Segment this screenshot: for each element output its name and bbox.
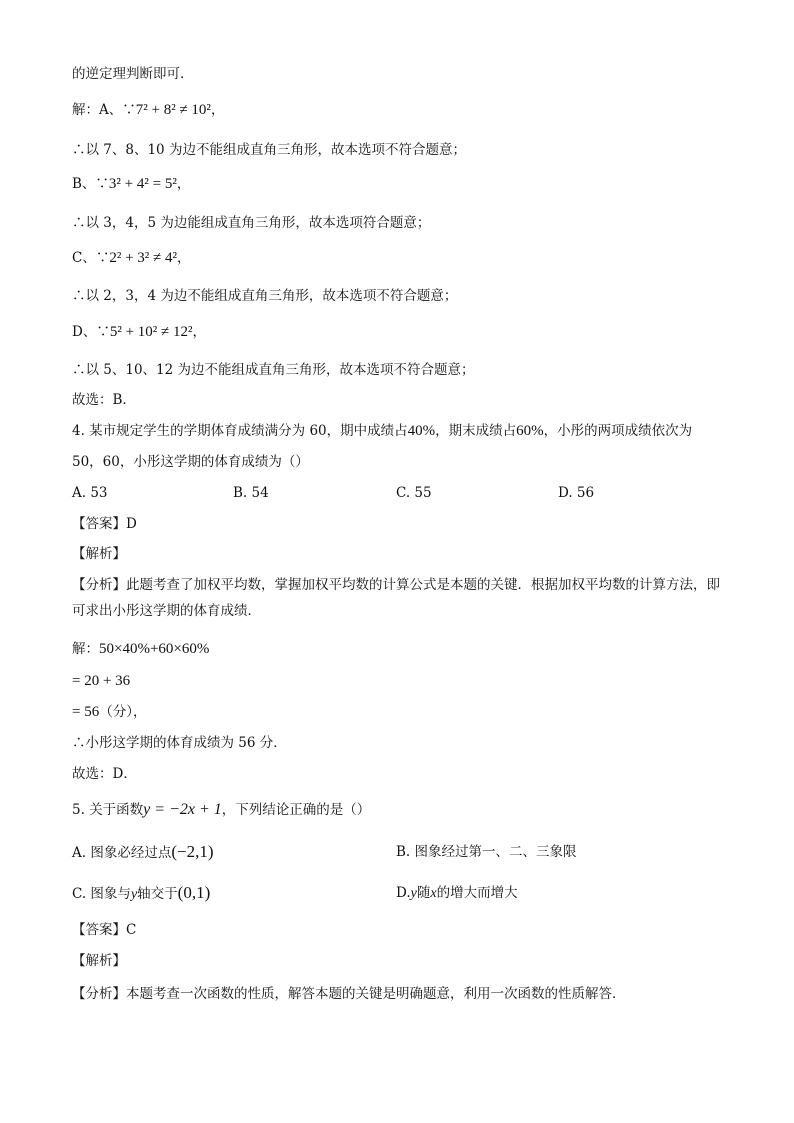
- option-a: A. 图象必经过点(−2,1): [72, 842, 214, 861]
- equation: 3² + 4² = 5²: [108, 176, 177, 192]
- analysis-text: 【分析】此题考查了加权平均数，掌握加权平均数的计算公式是本题的关键．根据加权平均数的计算方法，即可求出小彤这学期的体育成绩．: [72, 577, 720, 619]
- option-c: C. 55: [396, 485, 432, 501]
- question-5-stem: 5. 关于函数y = −2x + 1，下列结论正确的是（）: [72, 801, 371, 818]
- option-d: D. 56: [558, 485, 595, 501]
- solution-step: = 20 + 36: [72, 673, 131, 689]
- option-a: A. 53: [72, 485, 108, 501]
- function-expression: y = −2x + 1: [143, 801, 222, 818]
- text-line: ∴小彤这学期的体育成绩为 56 分．: [72, 735, 287, 751]
- option-c: C. 图象与y轴交于(0,1): [72, 883, 211, 902]
- equation: 5² + 10² ≠ 12²: [109, 324, 193, 340]
- solution-line-a: 解：A、∵7² + 8² ≠ 10²，: [72, 102, 225, 118]
- option-b: B. 图象经过第一、二、三象限: [396, 844, 577, 860]
- solution-line-b: B、∵3² + 4² = 5²，: [72, 176, 191, 192]
- question-4-stem: 4. 某市规定学生的学期体育成绩满分为 60，期中成绩占40%，期末成绩占60%，小彤的两项成绩依次为: [72, 423, 693, 439]
- option-d: D.y随x的增大而增大: [396, 885, 518, 901]
- equation: 2² + 3² ≠ 4²: [109, 250, 178, 266]
- text-line: ∴以 3，4，5 为边能组成直角三角形，故本选项符合题意；: [72, 215, 431, 231]
- solution-step: = 56（分），: [72, 704, 147, 720]
- analysis-text: 【分析】本题考查一次函数的性质，解答本题的关键是明确题意，利用一次函数的性质解答．: [72, 986, 626, 1002]
- equation: 7² + 8² ≠ 10²: [135, 102, 211, 118]
- analysis-label: 【解析】: [72, 953, 126, 969]
- text-line: ∴以 7、8、10 为边不能组成直角三角形，故本选项不符合题意；: [72, 142, 466, 158]
- text-line: ∴以 5、10、12 为边不能组成直角三角形，故本选项不符合题意；: [72, 362, 475, 378]
- option-b: B. 54: [233, 485, 269, 501]
- question-4-stem-cont: 50，60，小彤这学期的体育成绩为（）: [72, 454, 309, 470]
- text-line: 故选：D．: [72, 766, 137, 782]
- answer-label: 【答案】C: [72, 922, 137, 938]
- text-line: 的逆定理判断即可．: [72, 66, 194, 82]
- answer-label: 【答案】D: [72, 516, 137, 532]
- solution-step: 解：50×40%+60×60%: [72, 641, 210, 657]
- solution-line-c: C、∵2² + 3² ≠ 4²，: [72, 250, 191, 266]
- text-line: ∴以 2，3，4 为边不能组成直角三角形，故本选项不符合题意；: [72, 288, 458, 304]
- solution-line-d: D、∵5² + 10² ≠ 12²，: [72, 324, 207, 340]
- text-line: 故选：B．: [72, 392, 136, 408]
- analysis-label: 【解析】: [72, 546, 126, 562]
